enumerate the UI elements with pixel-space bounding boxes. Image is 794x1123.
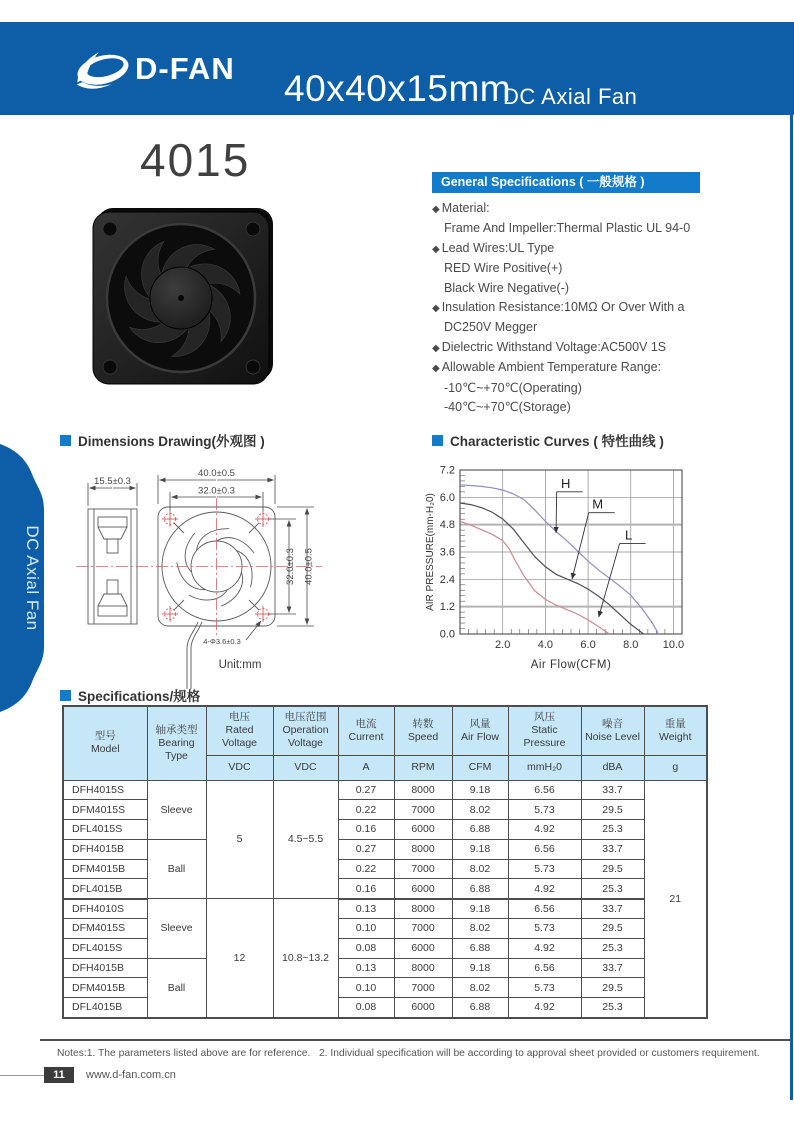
curve-l [460, 521, 609, 634]
x-tick-label: 4.0 [537, 639, 554, 651]
cell-model: DFH4015B [63, 839, 147, 859]
diamond-bullet-icon: ◆ [432, 342, 440, 354]
curve-label-l: L [625, 527, 633, 543]
cell-static-pressure: 5.73 [508, 859, 581, 879]
spec-bullet-line [432, 338, 762, 358]
cell-bearing: Sleeve [147, 780, 206, 839]
cell-speed: 8000 [394, 899, 452, 919]
general-specs-header: General Specifications ( 一般规格 ) [432, 172, 700, 193]
sidebar-category-tab [0, 444, 48, 712]
cell-bearing: Ball [147, 839, 206, 898]
dimensions-drawing [70, 456, 420, 695]
spec-row [63, 780, 707, 800]
cell-airflow: 8.02 [452, 800, 508, 820]
page-number-badge: 11 [44, 1067, 74, 1083]
spec-line-text: Material: [441, 201, 490, 215]
cell-model: DFL4015S [63, 820, 147, 840]
svg-text:40.0±0.5: 40.0±0.5 [303, 548, 315, 585]
spec-continuation-line [432, 398, 762, 417]
cell-static-pressure: 4.92 [508, 820, 581, 840]
cell-airflow: 6.88 [452, 938, 508, 958]
spec-line-text: Insulation Resistance:10MΩ Or Over With a [441, 300, 685, 315]
svg-text:32.0±0.3: 32.0±0.3 [285, 548, 296, 585]
cell-model: DFM4015B [63, 978, 147, 998]
unit-rated: VDC [206, 755, 273, 780]
spec-row [63, 839, 707, 859]
cell-airflow: 6.88 [452, 820, 508, 840]
brand-name: D-FAN [135, 51, 235, 86]
curve-h [460, 485, 659, 634]
y-tick-label: 1.2 [439, 601, 455, 614]
cell-bearing: Ball [147, 958, 206, 1017]
cell-current: 0.08 [338, 938, 394, 958]
y-tick-label: 0.0 [439, 628, 455, 641]
cell-current: 0.10 [338, 919, 394, 939]
header-pressure: 风压 Static Pressure [508, 706, 581, 755]
spec-line-text: DC250V Megger [444, 320, 538, 335]
cell-airflow: 9.18 [452, 780, 508, 800]
cell-current: 0.16 [338, 879, 394, 899]
cell-operation-voltage: 4.5~5.5 [273, 780, 338, 899]
cell-static-pressure: 4.92 [508, 938, 581, 958]
cell-operation-voltage: 10.8~13.2 [273, 899, 338, 1018]
unit-airflow: CFM [452, 755, 508, 780]
blue-square-icon [60, 435, 71, 446]
cell-airflow: 9.18 [452, 839, 508, 859]
diamond-bullet-icon: ◆ [432, 204, 440, 215]
unit-label: Unit:mm [218, 659, 262, 671]
cell-speed: 8000 [394, 780, 452, 800]
cell-noise-level: 33.7 [581, 899, 644, 919]
section-curves-title: Characteristic Curves ( 特性曲线 ) [432, 430, 664, 450]
cell-current: 0.27 [338, 839, 394, 859]
cell-noise-level: 25.3 [581, 938, 644, 958]
unit-speed: RPM [394, 755, 452, 780]
cell-noise-level: 29.5 [581, 919, 644, 939]
cell-static-pressure: 5.73 [508, 978, 581, 998]
cell-noise-level: 33.7 [581, 958, 644, 978]
cell-model: DFH4015B [63, 958, 147, 978]
x-axis-label: Air Flow(CFM) [530, 659, 612, 671]
page-title: 40x40x15mm [284, 68, 512, 109]
cell-speed: 8000 [394, 958, 452, 978]
unit-pressure: mmH₂0 [508, 755, 581, 780]
section-specs-title: Specifications/规格 [60, 685, 200, 705]
cell-noise-level: 29.5 [581, 800, 644, 820]
header-airflow: 风量 Air Flow [452, 706, 508, 755]
page-right-border [790, 115, 793, 1100]
spec-table-body [63, 780, 707, 1018]
y-tick-label: 3.6 [439, 546, 455, 559]
spec-bullet-line [432, 239, 762, 259]
y-tick-label: 4.8 [439, 519, 455, 532]
cell-weight: 21 [644, 780, 707, 1018]
spec-bullet-line [432, 298, 762, 318]
cell-speed: 6000 [394, 879, 452, 899]
spec-continuation-line [432, 318, 762, 337]
cell-static-pressure: 5.73 [508, 919, 581, 939]
spec-line-text: Lead Wires:UL Type [441, 240, 555, 255]
spec-table-header [63, 706, 707, 780]
cell-model: DFM4015S [63, 800, 147, 820]
cell-static-pressure: 6.56 [508, 958, 581, 978]
notes-divider [40, 1039, 792, 1041]
cell-model: DFM4015S [63, 919, 147, 939]
svg-text:4-Φ3.6±0.3: 4-Φ3.6±0.3 [203, 637, 241, 646]
cell-airflow: 8.02 [452, 919, 508, 939]
cell-speed: 7000 [394, 859, 452, 879]
blue-square-icon [432, 435, 443, 446]
svg-text:15.5±0.3: 15.5±0.3 [94, 476, 131, 487]
spec-continuation-line [432, 279, 762, 298]
cell-noise-level: 25.3 [581, 998, 644, 1018]
diamond-bullet-icon: ◆ [432, 303, 440, 315]
cell-noise-level: 29.5 [581, 978, 644, 998]
label-leader-arrow [572, 513, 589, 579]
spec-bullet-line [432, 358, 762, 378]
cell-noise-level: 33.7 [581, 780, 644, 800]
general-specs-list [432, 199, 762, 417]
spec-line-text: Black Wire Negative(-) [444, 280, 570, 295]
diamond-bullet-icon: ◆ [432, 363, 440, 375]
cell-current: 0.10 [338, 978, 394, 998]
diamond-bullet-icon: ◆ [432, 243, 440, 255]
cell-speed: 6000 [394, 998, 452, 1018]
spec-row [63, 899, 707, 919]
spec-line-text: Frame And Impeller:Thermal Plastic UL 94-0 [444, 221, 691, 236]
spec-line-text: Dielectric Withstand Voltage:AC500V 1S [441, 339, 667, 354]
footer-line [0, 1075, 44, 1076]
svg-text:32.0±0.3: 32.0±0.3 [198, 485, 235, 497]
cell-model: DFH4015S [63, 780, 147, 800]
cell-static-pressure: 4.92 [508, 998, 581, 1018]
characteristic-curves-chart [424, 452, 704, 689]
cell-current: 0.22 [338, 800, 394, 820]
curve-label-m: M [592, 496, 604, 512]
header-current: 电流 Current [338, 706, 394, 755]
cell-noise-level: 25.3 [581, 879, 644, 899]
y-tick-label: 7.2 [439, 464, 455, 477]
header-weight: 重量 Weight [644, 706, 707, 755]
spec-line-text: Allowable Ambient Temperature Range: [441, 360, 662, 375]
cell-static-pressure: 6.56 [508, 780, 581, 800]
cell-airflow: 9.18 [452, 958, 508, 978]
spec-line-text: -10℃~+70℃(Operating) [444, 380, 582, 395]
cell-airflow: 9.18 [452, 899, 508, 919]
cell-airflow: 8.02 [452, 859, 508, 879]
x-tick-label: 10.0 [662, 639, 685, 651]
spec-row [63, 958, 707, 978]
label-leader-arrow [556, 492, 557, 533]
cell-rated-voltage: 5 [206, 780, 273, 899]
header-operation: 电压范围 Operation Voltage [273, 706, 338, 755]
header-rated: 电压 Rated Voltage [206, 706, 273, 755]
x-tick-label: 6.0 [580, 639, 596, 651]
x-tick-label: 2.0 [495, 639, 511, 651]
unit-operation: VDC [273, 755, 338, 780]
cell-speed: 6000 [394, 938, 452, 958]
svg-text:40.0±0.5: 40.0±0.5 [198, 468, 235, 479]
dimension-lines [88, 475, 314, 640]
specifications-table [62, 705, 708, 1019]
spec-continuation-line [432, 259, 762, 278]
cell-speed: 7000 [394, 800, 452, 820]
cell-static-pressure: 5.73 [508, 800, 581, 820]
spec-line-text: RED Wire Positive(+) [444, 261, 563, 276]
cell-model: DFL4015S [63, 938, 147, 958]
cell-model: DFL4015B [63, 998, 147, 1018]
header-band [0, 22, 794, 115]
page-subtitle: DC Axial Fan [503, 84, 638, 109]
section-dimensions-title: Dimensions Drawing(外观图 ) [60, 430, 265, 450]
cell-rated-voltage: 12 [206, 899, 273, 1018]
cell-noise-level: 29.5 [581, 859, 644, 879]
cell-airflow: 8.02 [452, 978, 508, 998]
brand-logo [72, 46, 235, 92]
cell-model: DFM4015B [63, 859, 147, 879]
header-bearing: 轴承类型 Bearing Type [147, 706, 206, 780]
curve-label-h: H [560, 475, 571, 491]
spec-line-text: -40℃~+70℃(Storage) [444, 400, 571, 415]
header-speed: 转数 Speed [394, 706, 452, 755]
unit-current: A [338, 755, 394, 780]
cell-airflow: 6.88 [452, 998, 508, 1018]
cell-current: 0.22 [338, 859, 394, 879]
x-tick-label: 8.0 [623, 639, 639, 651]
unit-noise: dBA [581, 755, 644, 780]
model-number-heading: 4015 [140, 134, 251, 186]
cell-noise-level: 25.3 [581, 820, 644, 840]
fan-product-photo [90, 206, 276, 393]
cell-static-pressure: 6.56 [508, 839, 581, 859]
cell-speed: 7000 [394, 978, 452, 998]
sidebar-label: DC Axial Fan [23, 525, 42, 631]
spec-continuation-line [432, 379, 762, 398]
curve-m [460, 503, 644, 634]
y-tick-label: 2.4 [439, 573, 455, 586]
cell-bearing: Sleeve [147, 899, 206, 958]
cell-noise-level: 33.7 [581, 839, 644, 859]
notes-text: Notes:1. The parameters listed above are for reference. 2. Individual specification will be according to approval sheet provided or customers requirement. [57, 1048, 760, 1059]
cell-model: DFL4015B [63, 879, 147, 899]
cell-model: DFH4010S [63, 899, 147, 919]
unit-weight: g [644, 755, 707, 780]
y-tick-label: 6.0 [439, 491, 455, 504]
cell-current: 0.27 [338, 780, 394, 800]
header-noise: 噪音 Noise Level [581, 706, 644, 755]
swoosh-logo-icon [72, 46, 132, 92]
cell-speed: 8000 [394, 839, 452, 859]
cell-current: 0.08 [338, 998, 394, 1018]
spec-continuation-line [432, 219, 762, 238]
dimension-labels [94, 468, 314, 671]
cell-current: 0.13 [338, 958, 394, 978]
cell-airflow: 6.88 [452, 879, 508, 899]
y-axis-label: AIR PRESSURE(mm-H₂0) [425, 493, 436, 611]
header-model: 型号 Model [63, 706, 147, 780]
cell-static-pressure: 6.56 [508, 899, 581, 919]
website-link[interactable]: www.d-fan.com.cn [86, 1069, 176, 1081]
cell-speed: 6000 [394, 820, 452, 840]
cell-current: 0.16 [338, 820, 394, 840]
spec-bullet-line [432, 199, 762, 219]
cell-current: 0.13 [338, 899, 394, 919]
cell-speed: 7000 [394, 919, 452, 939]
cell-static-pressure: 4.92 [508, 879, 581, 899]
